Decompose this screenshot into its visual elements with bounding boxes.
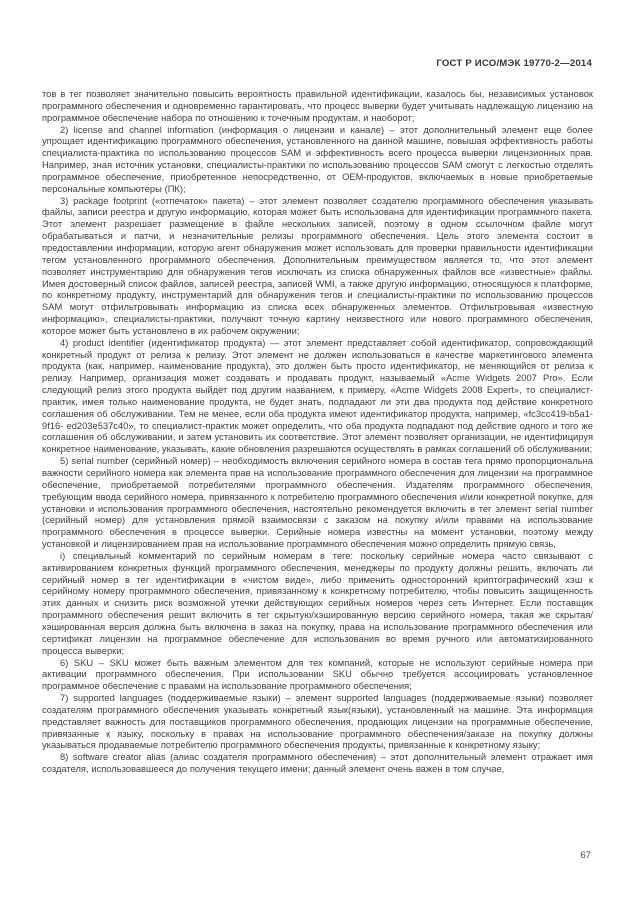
paragraph-intro-continuation: тов в тег позволяет значительно повысить вероятность правильной идентификации, казалось бы, независимых установок программного обеспечения и одновременно гарантировать, что процесс выверки будет учитывать надлежащую лицензию на программное обеспечение набора по отношению к точечным продуктам, и наоборот; bbox=[42, 89, 593, 123]
paragraph-item-4-product-identifier: 4) product identifier (идентификатор продукта) — этот элемент представляет собой идентификатор, сопровождающий конкретный продукт от релиза к релизу. Этот элемент не должен использоваться в качестве маркетингового элемента продукта (как, например, наименование продукта), это должен быть просто идентификатор, не меняющийся от релиза к релизу. Например, организация может создавать и продавать продукт, называемый «Acme Widgets 2007 Pro». Если следующий релиз этого продукта выйдет под другим названием, к примеру, «Acme Widgets 2008 Expert», то специалист-практик, имея только наименование продукта, не будет знать, подпадают ли эти два продукта под действие конкретного соглашения об обслуживании. Тем не менее, если оба продукта имеют идентификатор продукта, например, «fc3cc419-b5a1-9f16- ed203e537c40», то специалист-практик может определить, что оба продукта подпадают под действие одного и того же соглашения об обслуживании, и затем установить их соответствие. Этот элемент позволяет организации, не идентифицируя конкретное наименование, указывать, какие обновления разрешаются осуществлять в рамках соглашений об обслуживании; bbox=[42, 337, 593, 455]
paragraph-item-i-serial-number-comment: i) специальный комментарий по серийным номерам в теге: поскольку серийные номера часто связывают с активированием конкретных функций программного обеспечения, менеджеры по продукту должны решить, включать ли серийный номер в тег идентификации в «чистом виде», либо применить односторонний криптографический хэш к серийному номеру программного обеспечения, привязанному к конкретному потребителю, чтобы повысить защищенность этих данных и снизить риск возможной утечки действующих серийных номеров через сеть Интернет. Если поставщик программного обеспечения решит включить в тег скрытую/хэшированную версию серийного номера, такая же скрытая/хэшированная версия должна быть включена в заказ на покупку, права на использование программного обеспечения или сертификат лицензии на программное обеспечение для использования во время ручного или автоматизированного процесса выверки; bbox=[42, 550, 593, 656]
paragraph-item-5-serial-number: 5) serial number (серийный номер) – необходимость включения серийного номера в состав тега прямо пропорциональна важности серийного номера как элемента прав на использование программного обеспечения для лицензии на программное обеспечение, приобретаемой потребителями программного обеспечения. Издателям программного обеспечения, требующим ввода серийного номера, привязанного к потребителю программного обеспечения и/или конкретной покупке, для установки и использования программного обеспечения, настоятельно рекомендуется включить в тег элемент serial number (серийный номер) для установления прямой взаимосвязи с заказом на покупку и/или правами на использование программного обеспечения в процессе выверки. Серийные номера известны на момент установки, поэтому между установкой и лицензированием прав на использование программного обеспечения можно определить прямую связь, bbox=[42, 456, 593, 550]
page-number: 67 bbox=[580, 850, 591, 861]
document-body bbox=[42, 89, 593, 855]
paragraph-item-6-sku: 6) SKU – SKU может быть важным элементом для тех компаний, которые не используют серийные номера при активации программного обеспечения. При использовании SKU обычно требуется ассоциировать установленное программное обеспечение с правами на использование программного обеспечения; bbox=[42, 657, 593, 692]
paragraph-item-8-software-creator-alias: 8) software creator alias (алиас создателя программного обеспечения) – этот дополнительный элемент отражает имя создателя, использовавшееся до получения текущего имени; данный элемент очень важен в том случае, bbox=[42, 752, 593, 775]
paragraph-item-3-package-footprint: 3) package footprint («отпечаток» пакета) – этот элемент позволяет создателю программного обеспечения указывать файлы, записи реестра и другую информацию, которая может быть использована для идентификации программного пакета. Этот элемент разрешает размещение в файле нескольких записей, поэтому в одном ссылочном файле могут обрабатываться и патчи, и незначительные релизы программного обеспечения. Цель этого элемента состоит в предоставлении информации, которую агент обнаружения может использовать для проверки правильности идентификации тегом установленного программного обеспечения. Дополнительным преимуществом является то, что этот элемент позволяет инструментарию для обнаружения тегов исключать из списка обнаруженных файлов все «известные» файлы. Имея достоверный список файлов, записей реестра, записей WMI, а также другую информацию, относящуюся к платформе, по конкретному продукту, инструментарий для обнаружения тегов и специалисты-практики по использованию процессов SAM могут отфильтровывать информацию из списка всех обнаруженных элементов. Отфильтровывая «известную информацию», специалисты-практики, получают точную картину неизвестного или нового программного обеспечения, которое может быть установлено в их рабочем окружении; bbox=[42, 195, 593, 336]
paragraph-item-7-supported-languages: 7) supported languages (поддерживаемые языки) – элемент supported languages (поддерживаемые языки) позволяет создателям программного обеспечения указывать конкретный язык(языки), установленный на машине. Эта информация представляет важность для поставщиков программного обеспечения, продающих лицензии на программные обеспечение, привязанные к языку, поскольку в правах на использование программного обеспечения/заказе на покупку должны указываться продаваемые потребителю программного обеспечения продукты, привязанные к конкретному языку; bbox=[42, 693, 593, 751]
document-header-standard-designation: ГОСТ Р ИСО/МЭК 19770-2—2014 bbox=[436, 58, 592, 69]
paragraph-item-2-license-and-channel-information: 2) license and channel information (информация о лицензии и канале) – этот дополнительный элемент еще более упрощает идентификацию программного обеспечения, установленного на данной машине, повышая эффективность работы специалиста-практика по использованию процессов SAM и эффективность всего процесса выверки лицензионных прав. Например, зная источник установки, специалисты-практики по использованию процессов SAM смогут с легкостью отделять программное обеспечение, приобретенное непосредственно, от OEM-продуктов, включаемых в новые приобретаемые персональные компьютеры (ПК); bbox=[42, 124, 593, 194]
